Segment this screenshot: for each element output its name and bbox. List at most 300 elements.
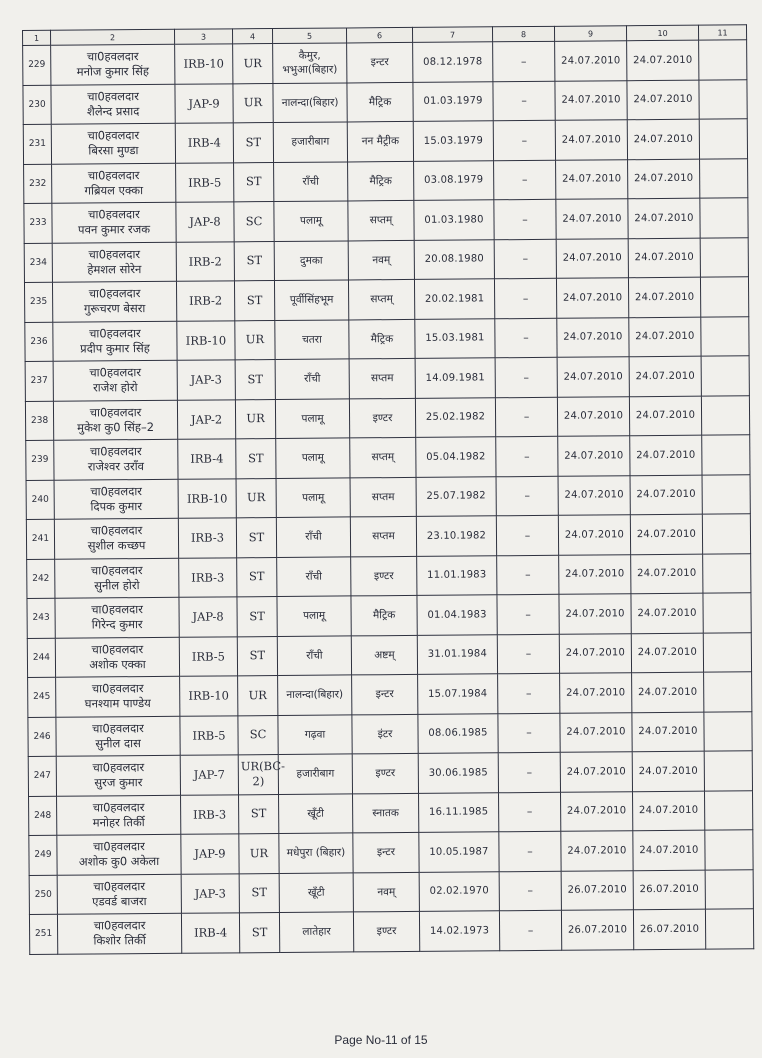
district-cell xyxy=(273,82,347,122)
category-cell-line-1: SC xyxy=(249,727,267,742)
table-row xyxy=(26,514,750,559)
table-row xyxy=(27,553,751,598)
district-cell-line-1: राँची xyxy=(305,570,323,583)
category-cell xyxy=(235,399,275,439)
category-cell-line-1: UR xyxy=(246,490,266,505)
serial-number-cell: 247 xyxy=(28,756,56,796)
category-cell xyxy=(233,83,273,123)
serial-number-cell: 240 xyxy=(26,480,54,520)
name-cell xyxy=(52,163,176,203)
date-column-10-cell: 24.07.2010 xyxy=(630,435,702,475)
birth-date-cell: 30.06.1985 xyxy=(418,753,498,793)
birth-date-cell: 02.02.1970 xyxy=(419,871,499,911)
category-cell xyxy=(234,202,274,242)
unit-cell: IRB-10 xyxy=(177,320,235,360)
education-cell: इण्टर xyxy=(353,911,419,951)
name-cell xyxy=(54,439,178,479)
date-column-10-cell: 24.07.2010 xyxy=(631,633,703,673)
category-cell-line-1: ST xyxy=(250,806,267,821)
name-cell-line-1: चा0हवलदार xyxy=(90,562,143,578)
unit-cell: JAP-3 xyxy=(177,360,235,400)
date-column-9-cell: 24.07.2010 xyxy=(557,357,629,397)
date-column-9-cell: 26.07.2010 xyxy=(561,910,633,950)
name-cell-line-2: गिरेन्द कुमार xyxy=(91,617,143,632)
unit-cell: IRB-2 xyxy=(176,281,234,321)
category-cell-line-1: ST xyxy=(249,608,265,623)
column-8-cell: – xyxy=(497,555,559,595)
unit-cell: JAP-8 xyxy=(176,202,234,242)
name-cell-line-1: चा0हवलदार xyxy=(88,246,141,262)
district-cell-line-1: चतरा xyxy=(302,333,322,346)
table-row xyxy=(23,119,747,164)
name-cell-line-1: चा0हवलदार xyxy=(88,325,141,341)
date-column-9-cell: 24.07.2010 xyxy=(560,673,632,713)
date-column-10-cell: 24.07.2010 xyxy=(633,830,705,870)
column-11-cell xyxy=(705,869,753,909)
district-cell-line-1: हजारीबाग xyxy=(296,767,335,781)
name-cell xyxy=(56,755,180,795)
name-cell-line-2: राजेश होरो xyxy=(93,380,138,395)
category-cell-line-1: ST xyxy=(248,569,265,584)
date-column-9-cell: 24.07.2010 xyxy=(561,831,633,871)
name-cell-line-2: अशोक कु0 अकेला xyxy=(78,854,160,869)
education-cell: इन्टर xyxy=(352,674,418,714)
unit-cell: IRB-4 xyxy=(181,913,239,953)
serial-number-cell: 246 xyxy=(28,717,56,757)
category-cell-line-1: ST xyxy=(246,292,263,307)
column-11-cell xyxy=(700,237,748,277)
table-row xyxy=(26,435,750,480)
name-cell-line-1: चा0हवलदार xyxy=(92,799,145,815)
district-cell xyxy=(278,754,352,794)
table-row xyxy=(29,909,753,954)
education-cell: मैट्रिक xyxy=(351,595,417,635)
date-column-9-cell: 24.07.2010 xyxy=(556,199,628,239)
unit-cell: JAP-9 xyxy=(181,834,239,874)
column-8-cell: – xyxy=(494,160,556,200)
education-cell: इंटर xyxy=(352,714,418,754)
date-column-9-cell: 24.07.2010 xyxy=(555,41,627,81)
serial-number-cell: 232 xyxy=(24,164,52,204)
education-cell: सप्तम् xyxy=(348,200,414,240)
serial-number-cell: 239 xyxy=(26,440,54,480)
name-cell xyxy=(52,281,176,321)
district-cell xyxy=(279,912,353,952)
table-row xyxy=(24,158,748,203)
birth-date-cell: 11.01.1983 xyxy=(417,555,497,595)
unit-cell: IRB-2 xyxy=(176,241,234,281)
date-column-10-cell: 24.07.2010 xyxy=(628,159,700,199)
column-8-cell: – xyxy=(499,831,561,871)
date-column-9-cell: 24.07.2010 xyxy=(559,554,631,594)
education-cell: नवम् xyxy=(348,240,414,280)
name-cell-line-2: हेमशल सोरेन xyxy=(87,261,142,277)
name-cell-line-1: चा0हवलदार xyxy=(89,444,142,459)
column-8-cell: – xyxy=(495,318,557,358)
unit-cell: IRB-3 xyxy=(181,794,239,834)
column-8-cell: – xyxy=(496,476,558,516)
name-cell-line-1: चा0हवलदार xyxy=(91,641,144,657)
table-row xyxy=(25,316,749,361)
column-header-4: 4 xyxy=(232,29,272,44)
date-column-10-cell: 24.07.2010 xyxy=(631,554,703,594)
district-cell xyxy=(278,675,352,715)
district-cell xyxy=(276,517,350,557)
column-header-5: 5 xyxy=(272,28,346,44)
category-cell xyxy=(239,913,279,953)
column-11-cell xyxy=(705,830,753,870)
table-row xyxy=(28,711,752,756)
name-cell-line-2: अशोक एक्का xyxy=(89,656,146,672)
serial-number-cell: 244 xyxy=(27,638,55,678)
name-cell-line-1: चा0हवलदार xyxy=(86,49,139,64)
date-column-10-cell: 24.07.2010 xyxy=(632,672,704,712)
name-cell xyxy=(52,242,176,282)
column-header-7: 7 xyxy=(412,27,492,43)
table-row xyxy=(27,593,751,638)
column-header-8: 8 xyxy=(492,26,554,41)
education-cell: अष्टम् xyxy=(351,635,417,675)
serial-number-cell: 249 xyxy=(29,835,57,875)
serial-number-cell: 230 xyxy=(23,85,51,125)
column-8-cell: – xyxy=(493,120,555,160)
category-cell xyxy=(237,557,277,597)
column-8-cell: – xyxy=(495,357,557,397)
district-cell-line-1: पलामू xyxy=(302,491,325,504)
district-cell-line-2: सिंहभूम xyxy=(304,293,334,307)
column-8-cell: – xyxy=(493,81,555,121)
column-8-cell: – xyxy=(494,199,556,239)
column-8-cell: – xyxy=(495,397,557,437)
category-cell-line-2: (BC-2) xyxy=(252,759,286,789)
date-column-9-cell: 26.07.2010 xyxy=(561,870,633,910)
district-cell xyxy=(273,43,347,83)
table-row xyxy=(24,198,748,243)
column-11-cell xyxy=(701,316,749,356)
table-row xyxy=(24,237,748,282)
name-cell-line-1: चा0हवलदार xyxy=(92,760,145,775)
column-8-cell: – xyxy=(493,41,555,81)
name-cell xyxy=(54,518,178,558)
column-11-cell xyxy=(700,158,748,198)
district-cell xyxy=(274,201,348,241)
district-cell-line-1: हजारीबाग xyxy=(291,135,330,149)
education-cell: इण्टर xyxy=(349,398,415,438)
serial-number-cell: 234 xyxy=(24,243,52,283)
name-cell-line-1: चा0हवलदार xyxy=(91,681,144,696)
district-cell-line-1: पूर्वी xyxy=(289,294,305,307)
district-cell xyxy=(277,596,351,636)
column-8-cell: – xyxy=(494,278,556,318)
category-cell xyxy=(233,44,273,84)
category-cell-line-1: UR xyxy=(246,411,265,426)
table-row xyxy=(28,751,752,796)
column-11-cell xyxy=(701,356,749,396)
date-column-10-cell: 24.07.2010 xyxy=(629,317,701,357)
district-cell xyxy=(279,833,353,873)
district-cell-line-1: राँची xyxy=(305,530,322,544)
birth-date-cell: 20.08.1980 xyxy=(414,239,494,279)
category-cell-line-1: UR xyxy=(243,55,262,71)
name-cell xyxy=(53,321,177,361)
birth-date-cell: 10.05.1987 xyxy=(419,832,499,872)
column-8-cell: – xyxy=(498,752,560,792)
column-header-6: 6 xyxy=(346,27,412,43)
name-cell-line-2: मनोहर तिर्की xyxy=(92,814,145,830)
date-column-10-cell: 24.07.2010 xyxy=(629,356,701,396)
serial-number-cell: 251 xyxy=(29,914,57,954)
category-cell xyxy=(235,360,275,400)
date-column-10-cell: 24.07.2010 xyxy=(631,593,703,633)
name-cell-line-1: चा0हवलदार xyxy=(87,167,140,183)
category-cell-line-1: UR xyxy=(243,95,263,110)
education-cell: स्नातक xyxy=(353,793,419,833)
name-cell-line-2: किशोर तिर्की xyxy=(93,933,146,948)
date-column-10-cell: 24.07.2010 xyxy=(628,238,700,278)
district-cell-line-1: पलामू xyxy=(301,412,324,425)
education-cell: नन मैट्रीक xyxy=(347,121,413,161)
date-column-9-cell: 24.07.2010 xyxy=(556,278,628,318)
birth-date-cell: 08.12.1978 xyxy=(413,42,493,82)
category-cell xyxy=(237,636,277,676)
name-cell-line-2: एडवर्ड बाजरा xyxy=(92,893,147,909)
name-cell-line-2: गुरूचरण बेसरा xyxy=(83,301,146,316)
column-8-cell: – xyxy=(497,594,559,634)
category-cell xyxy=(235,320,275,360)
birth-date-cell: 23.10.1982 xyxy=(416,516,496,556)
category-cell xyxy=(237,597,277,637)
category-cell xyxy=(236,518,276,558)
category-cell-line-1: UR xyxy=(245,332,265,347)
education-cell: सप्तम xyxy=(349,358,415,398)
date-column-9-cell: 24.07.2010 xyxy=(555,80,627,120)
date-column-9-cell: 24.07.2010 xyxy=(556,159,628,199)
education-cell: सप्तम् xyxy=(350,437,416,477)
district-cell-line-1: नालन्दा xyxy=(286,688,314,702)
column-11-cell xyxy=(702,474,750,514)
education-cell: इन्टर xyxy=(353,832,419,872)
column-11-cell xyxy=(699,40,747,80)
category-cell-line-1: ST xyxy=(245,134,262,149)
serial-number-cell: 242 xyxy=(27,559,55,599)
category-cell xyxy=(236,478,276,518)
name-cell-line-2: सुनील होरो xyxy=(94,577,140,593)
name-cell xyxy=(55,637,179,677)
name-cell xyxy=(54,479,178,519)
column-header-9: 9 xyxy=(554,26,626,42)
name-cell-line-2: घनश्याम पाण्डेय xyxy=(84,696,151,711)
district-cell-line-1: राँची xyxy=(302,175,319,188)
birth-date-cell: 14.02.1973 xyxy=(419,911,499,951)
birth-date-cell: 01.03.1980 xyxy=(414,200,494,240)
name-cell-line-1: चा0हवलदार xyxy=(92,720,144,736)
name-cell-line-1: चा0हवलदार xyxy=(90,523,143,538)
date-column-9-cell: 24.07.2010 xyxy=(556,238,628,278)
district-cell-line-1: गढ़वा xyxy=(304,728,326,741)
category-cell-line-1: UR xyxy=(249,845,269,860)
name-cell-line-2: सुशील कच्छप xyxy=(87,538,146,553)
serial-number-cell: 248 xyxy=(29,796,57,836)
records-table xyxy=(22,24,754,954)
district-cell-line-1: दुमका xyxy=(299,254,323,267)
district-cell-line-2: (बिहार) xyxy=(307,63,338,77)
date-column-10-cell: 24.07.2010 xyxy=(628,277,700,317)
table-row xyxy=(23,40,747,85)
name-cell-line-2: सुरज कुमार xyxy=(94,775,143,790)
birth-date-cell: 31.01.1984 xyxy=(417,634,497,674)
category-cell-line-1: UR xyxy=(248,687,267,702)
column-8-cell: – xyxy=(499,871,561,911)
category-cell xyxy=(239,873,279,913)
name-cell-line-1: चा0हवलदार xyxy=(89,404,142,420)
category-cell-line-1: ST xyxy=(248,529,265,544)
district-cell xyxy=(275,398,349,438)
district-cell-line-1: लातेहार xyxy=(302,925,331,939)
name-cell-line-2: मनोज कुमार सिंह xyxy=(76,64,150,79)
name-cell xyxy=(51,84,175,124)
category-cell xyxy=(236,439,276,479)
district-cell-line-1: पलामू xyxy=(301,451,324,465)
education-cell: नवम् xyxy=(353,872,419,912)
district-cell xyxy=(273,122,347,162)
date-column-9-cell: 24.07.2010 xyxy=(558,475,630,515)
serial-number-cell: 229 xyxy=(23,45,51,85)
district-cell xyxy=(279,793,353,833)
unit-cell: JAP-7 xyxy=(180,755,238,795)
column-11-cell xyxy=(704,672,752,712)
name-cell-line-2: दिपक कुमार xyxy=(90,498,143,514)
column-8-cell: – xyxy=(499,910,561,950)
category-cell xyxy=(234,162,274,202)
name-cell xyxy=(57,913,181,953)
birth-date-cell: 25.02.1982 xyxy=(415,397,495,437)
date-column-10-cell: 24.07.2010 xyxy=(629,396,701,436)
district-cell xyxy=(275,359,349,399)
table-row xyxy=(24,277,748,322)
date-column-9-cell: 24.07.2010 xyxy=(559,594,631,634)
serial-number-cell: 236 xyxy=(25,322,53,362)
serial-number-cell: 243 xyxy=(27,598,55,638)
unit-cell: IRB-5 xyxy=(176,162,234,202)
name-cell xyxy=(53,360,177,400)
column-8-cell: – xyxy=(496,515,558,555)
date-column-9-cell: 24.07.2010 xyxy=(558,436,630,476)
name-cell xyxy=(56,676,180,716)
date-column-9-cell: 24.07.2010 xyxy=(559,633,631,673)
name-cell-line-1: चा0हवलदार xyxy=(90,483,143,499)
table-row xyxy=(25,395,749,440)
unit-cell: JAP-3 xyxy=(181,873,239,913)
serial-number-cell: 238 xyxy=(25,401,53,441)
date-column-9-cell: 24.07.2010 xyxy=(558,515,630,555)
name-cell-line-2: मुकेश कु0 सिंह–2 xyxy=(77,419,155,435)
district-cell-line-1: राँची xyxy=(303,372,321,386)
column-header-11: 11 xyxy=(698,25,746,40)
name-cell xyxy=(53,400,177,440)
education-cell: मैट्रिक xyxy=(349,319,415,359)
birth-date-cell: 01.04.1983 xyxy=(417,595,497,635)
name-cell-line-2: पवन कुमार रजक xyxy=(77,222,151,237)
name-cell-line-2: सुनील दास xyxy=(95,735,141,751)
name-cell-line-2: शैलेन्द प्रसाद xyxy=(86,103,140,119)
unit-cell: IRB-5 xyxy=(179,636,237,676)
birth-date-cell: 15.03.1979 xyxy=(413,121,493,161)
serial-number-cell: 250 xyxy=(29,875,57,915)
category-cell xyxy=(238,715,278,755)
date-column-10-cell: 24.07.2010 xyxy=(632,791,704,831)
column-header-2: 2 xyxy=(51,29,175,45)
unit-cell: JAP-9 xyxy=(175,83,233,123)
district-cell xyxy=(274,280,348,320)
district-cell-line-1: खूँटी xyxy=(307,886,325,899)
district-cell xyxy=(274,161,348,201)
date-column-10-cell: 24.07.2010 xyxy=(628,198,700,238)
column-8-cell: – xyxy=(498,673,560,713)
district-cell xyxy=(275,319,349,359)
serial-number-cell: 245 xyxy=(28,677,56,717)
birth-date-cell: 20.02.1981 xyxy=(414,279,494,319)
education-cell: सप्तम xyxy=(350,477,416,517)
column-11-cell xyxy=(702,435,750,475)
date-column-10-cell: 24.07.2010 xyxy=(630,514,702,554)
education-cell: इण्टर xyxy=(351,556,417,596)
date-column-9-cell: 24.07.2010 xyxy=(560,752,632,792)
district-cell xyxy=(276,477,350,517)
category-cell xyxy=(234,281,274,321)
name-cell xyxy=(55,558,179,598)
name-cell-line-2: प्रदीप कुमार सिंह xyxy=(80,340,150,356)
district-cell xyxy=(277,556,351,596)
date-column-9-cell: 24.07.2010 xyxy=(557,396,629,436)
table-row xyxy=(29,869,753,914)
page-number: Page No-11 of 15 xyxy=(334,1033,428,1047)
name-cell-line-2: बिरसा मुण्डा xyxy=(88,143,139,158)
district-cell-line-2: (बिहार) xyxy=(313,688,344,701)
date-column-10-cell: 26.07.2010 xyxy=(633,909,705,949)
birth-date-cell: 15.07.1984 xyxy=(418,674,498,714)
name-cell-line-1: चा0हवलदार xyxy=(93,878,146,894)
category-cell xyxy=(239,794,279,834)
district-cell-line-1: राँची xyxy=(306,649,323,662)
date-column-9-cell: 24.07.2010 xyxy=(560,791,632,831)
district-cell xyxy=(279,872,353,912)
category-cell-line-1: ST xyxy=(251,924,268,939)
date-column-10-cell: 24.07.2010 xyxy=(630,475,702,515)
date-column-9-cell: 24.07.2010 xyxy=(555,120,627,160)
category-cell xyxy=(238,755,286,795)
serial-number-cell: 233 xyxy=(24,203,52,243)
unit-cell: JAP-2 xyxy=(177,399,235,439)
birth-date-cell: 08.06.1985 xyxy=(418,713,498,753)
name-cell xyxy=(51,44,175,84)
serial-number-cell: 231 xyxy=(23,124,51,164)
column-11-cell xyxy=(700,277,748,317)
column-header-3: 3 xyxy=(174,29,232,44)
district-cell xyxy=(274,240,348,280)
unit-cell: IRB-3 xyxy=(179,557,237,597)
column-11-cell xyxy=(703,632,751,672)
table-row xyxy=(28,672,752,717)
column-11-cell xyxy=(703,593,751,633)
unit-cell: IRB-10 xyxy=(175,44,233,84)
district-cell-line-1: मधेपुरा (बिहार) xyxy=(286,846,346,860)
column-11-cell xyxy=(699,79,747,119)
table-row xyxy=(27,632,751,677)
education-cell: इन्टर xyxy=(347,42,413,82)
category-cell-line-1: ST xyxy=(245,174,262,189)
category-cell-line-1: ST xyxy=(248,450,264,465)
date-column-10-cell: 24.07.2010 xyxy=(632,712,704,752)
